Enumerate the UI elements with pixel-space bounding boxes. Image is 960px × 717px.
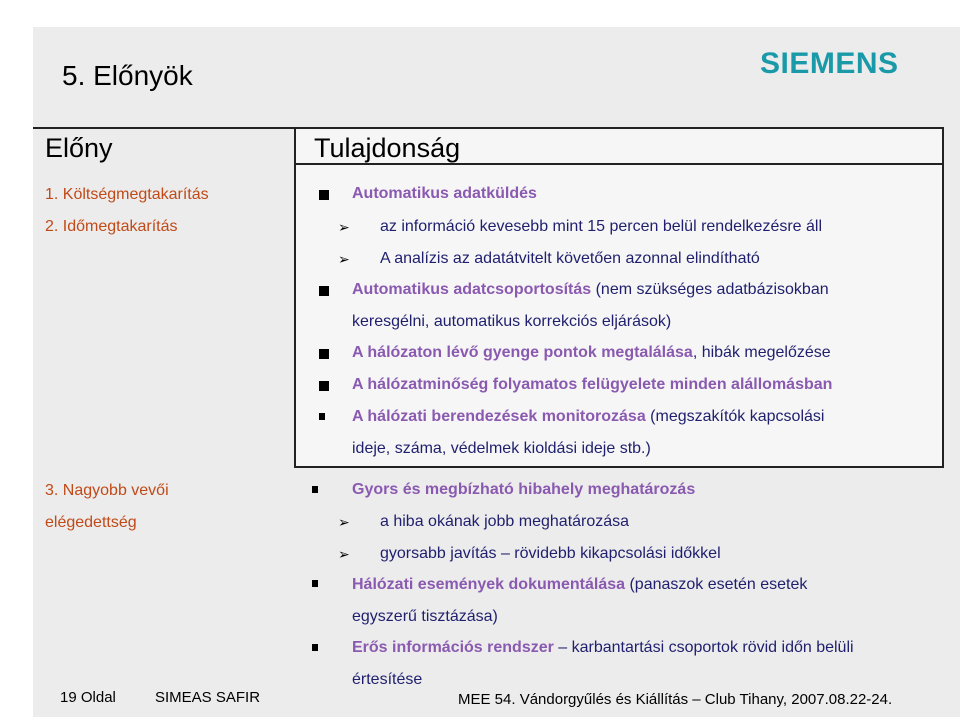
table-top-border: [33, 127, 944, 129]
siemens-logo: SIEMENS: [760, 47, 899, 80]
advantage-time: 2. Időmegtakarítás: [45, 218, 178, 235]
property-line-cont: értesítése: [352, 671, 423, 688]
advantage-column: [33, 127, 294, 466]
property-subline: az információ kevesebb mint 15 percen belül rendelkezésre áll: [380, 218, 823, 235]
footer-page: 19 Oldal: [60, 689, 116, 706]
small-square-bullet-icon: [312, 580, 318, 587]
advantage-cost: 1. Költségmegtakarítás: [45, 186, 209, 203]
property-subline: A analízis az adatátvitelt követően azonnal elindítható: [380, 250, 760, 267]
property-line-cont: keresgélni, automatikus korrekciós eljárások): [352, 313, 672, 330]
property-line-cont: ideje, száma, védelmek kioldási ideje stb.): [352, 440, 651, 457]
advantage-customer-2: elégedettség: [45, 514, 137, 531]
arrow-bullet-icon: ➢: [338, 251, 350, 267]
property-line: Automatikus adatcsoportosítás (nem szükséges adatbázisokban: [352, 281, 829, 298]
property-line: Erős információs rendszer – karbantartási csoportok rövid időn belüli: [352, 639, 854, 656]
header-advantage: Előny: [45, 133, 113, 163]
property-line: Gyors és megbízható hibahely meghatározás: [352, 481, 696, 498]
square-bullet-icon: [319, 190, 329, 200]
property-line: Automatikus adatküldés: [352, 185, 537, 202]
property-line: A hálózati berendezések monitorozása (megszakítók kapcsolási: [352, 408, 825, 425]
property-line: A hálózaton lévő gyenge pontok megtalálása, hibák megelőzése: [352, 344, 831, 361]
slide-title: 5. Előnyök: [62, 60, 193, 91]
property-line: Hálózati események dokumentálása (panaszok esetén esetek: [352, 576, 808, 593]
small-square-bullet-icon: [312, 644, 318, 651]
square-bullet-icon: [319, 286, 329, 296]
arrow-bullet-icon: ➢: [338, 546, 350, 562]
small-square-bullet-icon: [312, 486, 318, 493]
column-divider: [294, 127, 296, 466]
footer-event: MEE 54. Vándorgyűlés és Kiállítás – Club Tihany, 2007.08.22-24.: [458, 691, 893, 708]
header-property: Tulajdonság: [314, 133, 461, 163]
property-line-cont: egyszerű tisztázása): [352, 608, 498, 625]
footer-product: SIMEAS SAFIR: [155, 689, 261, 706]
arrow-bullet-icon: ➢: [338, 514, 350, 530]
advantage-customer-1: 3. Nagyobb vevői: [45, 482, 169, 499]
square-bullet-icon: [319, 381, 329, 391]
property-subline: a hiba okának jobb meghatározása: [380, 513, 630, 530]
property-line: A hálózatminőség folyamatos felügyelete minden alállomásban: [352, 376, 833, 393]
small-square-bullet-icon: [319, 413, 325, 420]
square-bullet-icon: [319, 349, 329, 359]
arrow-bullet-icon: ➢: [338, 219, 350, 235]
property-subline: gyorsabb javítás – rövidebb kikapcsolási időkkel: [380, 545, 721, 562]
